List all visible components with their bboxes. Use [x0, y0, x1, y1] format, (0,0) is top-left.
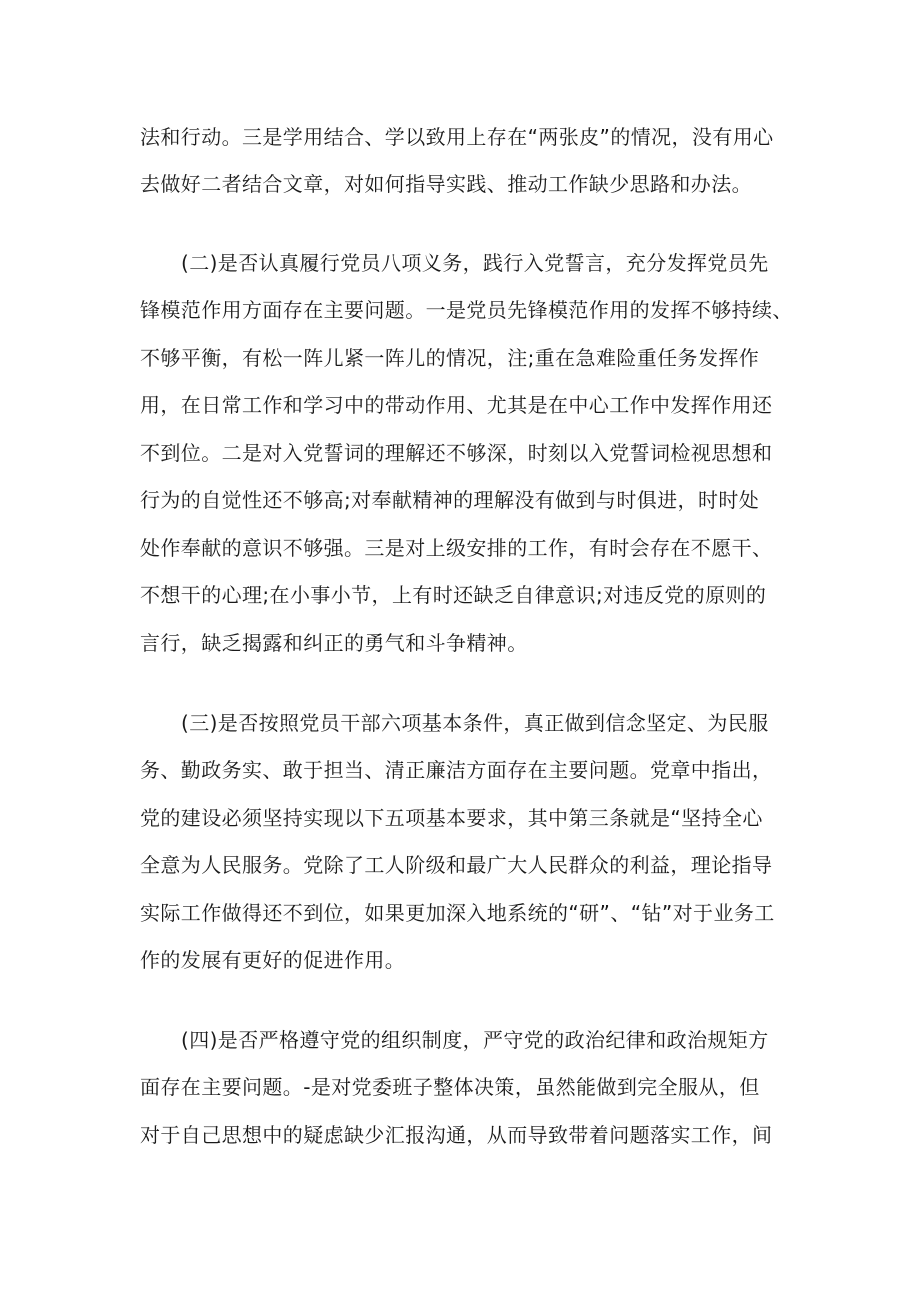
text-line: 法和行动。三是学用结合、学以致用上存在“两张皮”的情况，没有用心	[140, 125, 774, 149]
text-line: 务、勤政务实、敢于担当、清正廉洁方面存在主要问题。党章中指出，	[140, 758, 773, 782]
text-line: 全意为人民服务。党除了工人阶级和最广大人民群众的利益，理论指导	[140, 853, 773, 877]
text-line: 去做好二者结合文章，对如何指导实践、推动工作缺少思路和办法。	[140, 172, 752, 196]
text-line: 不想干的心理;在小事小节，上有时还缺乏自律意识;对违反党的原则的	[140, 583, 767, 607]
text-line: 言行，缺乏揭露和纠正的勇气和斗争精神。	[140, 631, 528, 655]
text-line: 行为的自觉性还不够高;对奉献精神的理解没有做到与时俱进，时时处	[140, 488, 760, 512]
text-line: 不到位。二是对入党誓词的理解还不够深，时刻以入党誓词检视思想和	[140, 441, 773, 465]
text-line: 作的发展有更好的促进作用。	[140, 948, 406, 972]
text-line: 不够平衡，有松一阵儿紧一阵儿的情况，注;重在急难险重任务发挥作	[140, 346, 760, 370]
paragraph-heading-2: (二)是否认真履行党员八项义务，践行入党誓言，充分发挥党员先	[181, 251, 769, 275]
text-line: 面存在主要问题。-是对党委班子整体决策，虽然能做到完全服从，但	[140, 1075, 760, 1099]
text-line: 党的建设必须坚持实现以下五项基本要求，其中第三条就是“坚持全心	[140, 806, 763, 830]
text-line: 用，在日常工作和学习中的带动作用、尤其是在中心工作中发挥作用还	[140, 393, 773, 417]
text-line: 对于自己思想中的疑虑缺少汇报沟通，从而导致带着问题落实工作，间	[140, 1123, 773, 1147]
paragraph-heading-4: (四)是否严格遵守党的组织制度，严守党的政治纪律和政治规矩方	[181, 1028, 769, 1052]
text-line: 处作奉献的意识不够强。三是对上级安排的工作，有时会存在不愿干、	[140, 536, 773, 560]
paragraph-heading-3: (三)是否按照党员干部六项基本条件，真正做到信念坚定、为民服	[181, 711, 769, 735]
text-line: 实际工作做得还不到位，如果更加深入地系统的“研”、“钻”对于业务工	[140, 901, 775, 925]
text-line: 锋模范作用方面存在主要问题。一是党员先锋模范作用的发挥不够持续、	[140, 298, 793, 322]
